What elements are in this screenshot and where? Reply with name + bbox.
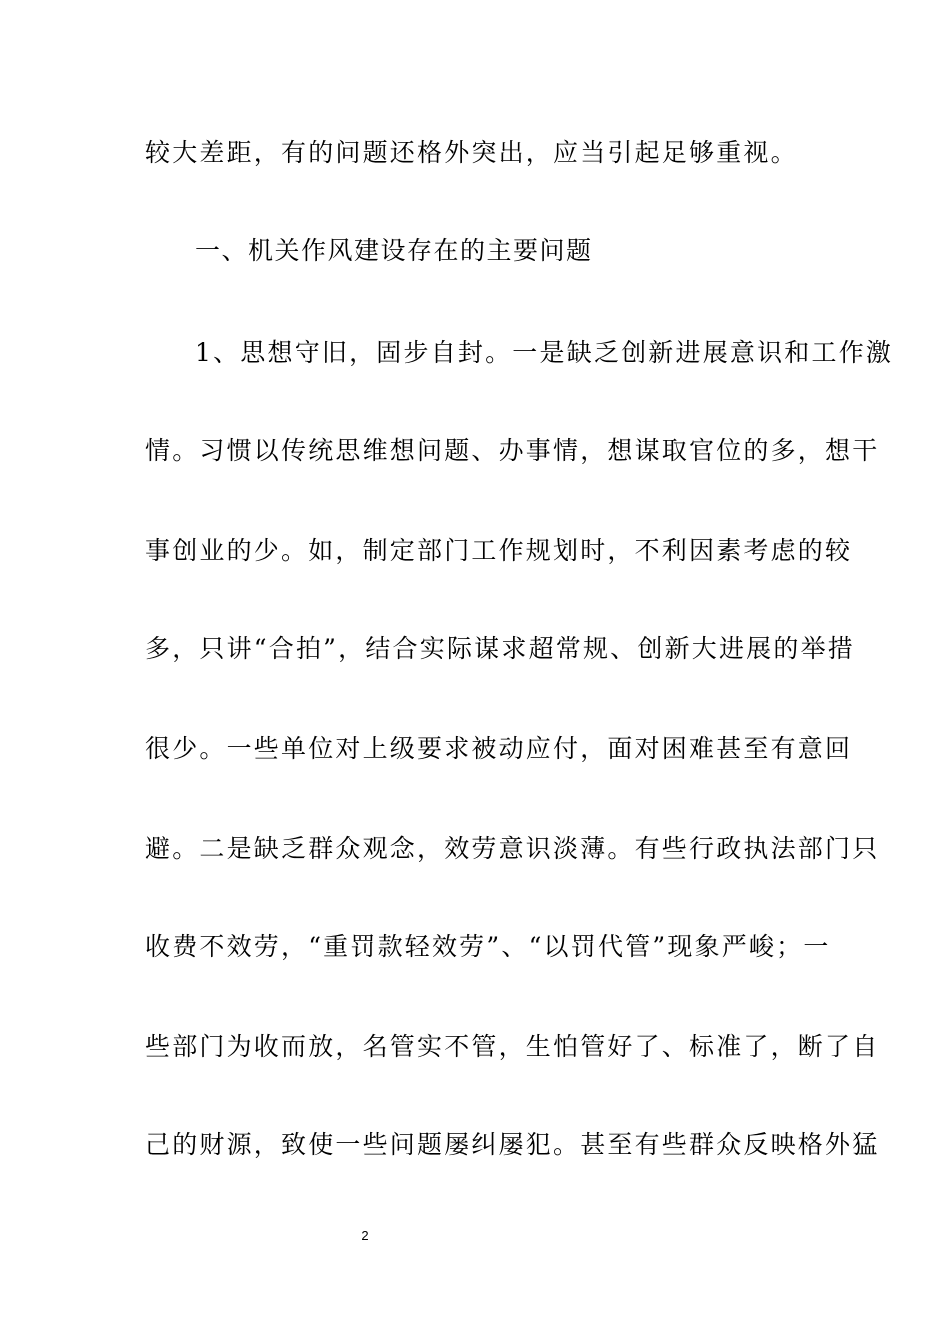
section-heading: 一、机关作风建设存在的主要问题	[195, 236, 593, 265]
text-line-4: 情。习惯以传统思维想问题、办事情，想谋取官位的多，想干	[145, 436, 880, 465]
text-line-11: 己的财源，致使一些问题屡纠屡犯。甚至有些群众反映格外猛	[145, 1130, 880, 1159]
text-line-6: 多，只讲“合拍”，结合实际谋求超常规、创新大进展的举措	[145, 634, 855, 663]
text-line-8: 避。二是缺乏群众观念，效劳意识淡薄。有些行政执法部门只	[145, 834, 880, 863]
text-line-10: 些部门为收而放，名管实不管，生怕管好了、标准了，断了自	[145, 1032, 880, 1061]
page-number: 2	[361, 1228, 369, 1243]
text-line-7: 很少。一些单位对上级要求被动应付，面对困难甚至有意回	[145, 734, 853, 763]
text-line-1: 较大差距，有的问题还格外突出，应当引起足够重视。	[145, 138, 798, 167]
text-line-5: 事创业的少。如，制定部门工作规划时，不利因素考虑的较	[145, 536, 853, 565]
text-line-3: 1、思想守旧，固步自封。一是缺乏创新进展意识和工作激	[195, 338, 894, 367]
text-line-9: 收费不效劳，“重罚款轻效劳”、“以罚代管”现象严峻；一	[145, 932, 831, 961]
